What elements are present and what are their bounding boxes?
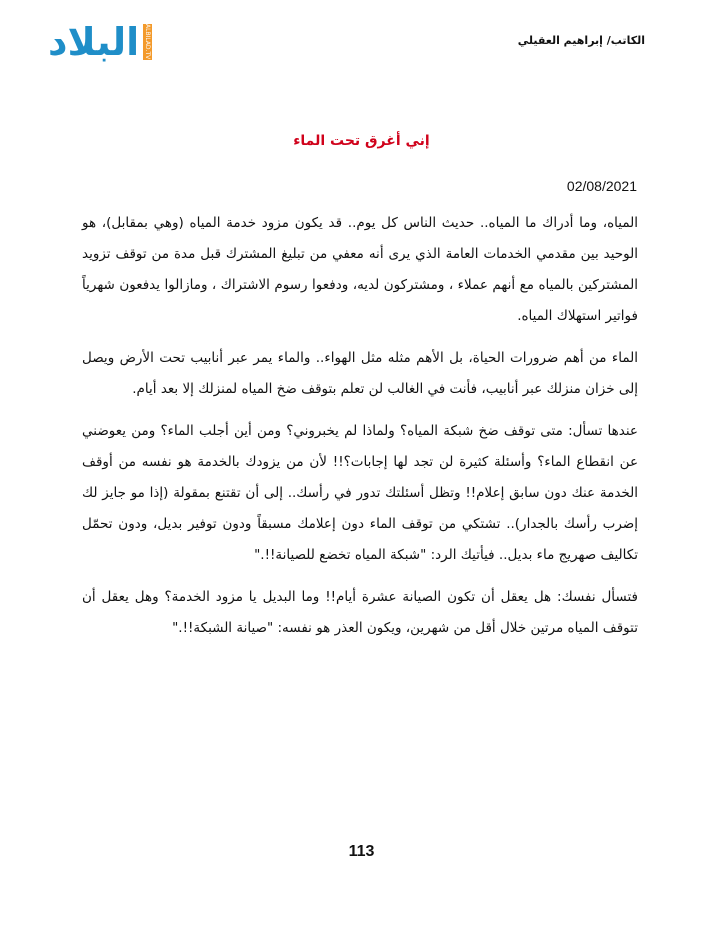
paragraph: الماء من أهم ضرورات الحياة، بل الأهم مثله مثل الهواء.. والماء يمر عبر أنابيب تحت الأرض ويصل إلى خزان منزلك عبر أنابيب، فأنت في الغالب لن تعلم بتوقف ضخ المياه لمنزلك إلا بعد أيام. <box>82 350 638 397</box>
page-number: 113 <box>348 843 375 860</box>
author-byline: الكاتب/ إبراهيم العقيلي <box>517 34 645 47</box>
paragraph: عندها تسأل: متى توقف ضخ شبكة المياه؟ ولماذا لم يخبروني؟ ومن أين أجلب الماء؟ ومن يعوضني عن انقطاع الماء؟ وأسئلة كثيرة لن تجد لها إجابات؟!! لأن من يزودك بالخدمة هو نفسه من أوقف الخدمة عنك دون سابق إعلام!! وتظل أسئلتك تدور في رأسك.. إلى أن تقتنع بمقولة (إذا مو جايز لك إضرب رأسك بالجدار).. تشتكي من توقف الماء دون إعلامك مسبقاً ودون توفير بديل، ودون تحمّل تكاليف صهريج ماء بديل.. فيأتيك الرد: "شبكة المياه تخضع للصيانة!!." <box>82 423 638 563</box>
article-title: إني أغرق تحت الماء <box>293 133 430 149</box>
article-body <box>82 208 638 655</box>
paragraph: فتسأل نفسك: هل يعقل أن تكون الصيانة عشرة أيام!! وما البديل يا مزود الخدمة؟ وهل يعقل أن تتوقف المياه مرتين خلال أقل من شهرين، ويكون العذر هو نفسه: "صيانة الشبكة!!." <box>82 589 638 636</box>
publication-logo <box>48 20 178 66</box>
logo-wordmark: البلاد <box>48 20 140 64</box>
paragraph: المياه، وما أدراك ما المياه.. حديث الناس كل يوم.. قد يكون مزود خدمة المياه (وهي بمقابل)، هو الوحيد بين مقدمي الخدمات العامة الذي يرى أنه معفي من تبليغ المشترك قبل مدة من توقف تزويد المشتركين بالمياه مع أنهم عملاء ، ومشتركون لديه، ودفعوا رسوم الاشتراك ، ومازالوا يدفعون شهرياً فواتير استهلاك المياه. <box>82 215 638 324</box>
logo-tab: ALBILAD.TV <box>144 24 152 60</box>
article-date: 02/08/2021 <box>566 178 637 194</box>
